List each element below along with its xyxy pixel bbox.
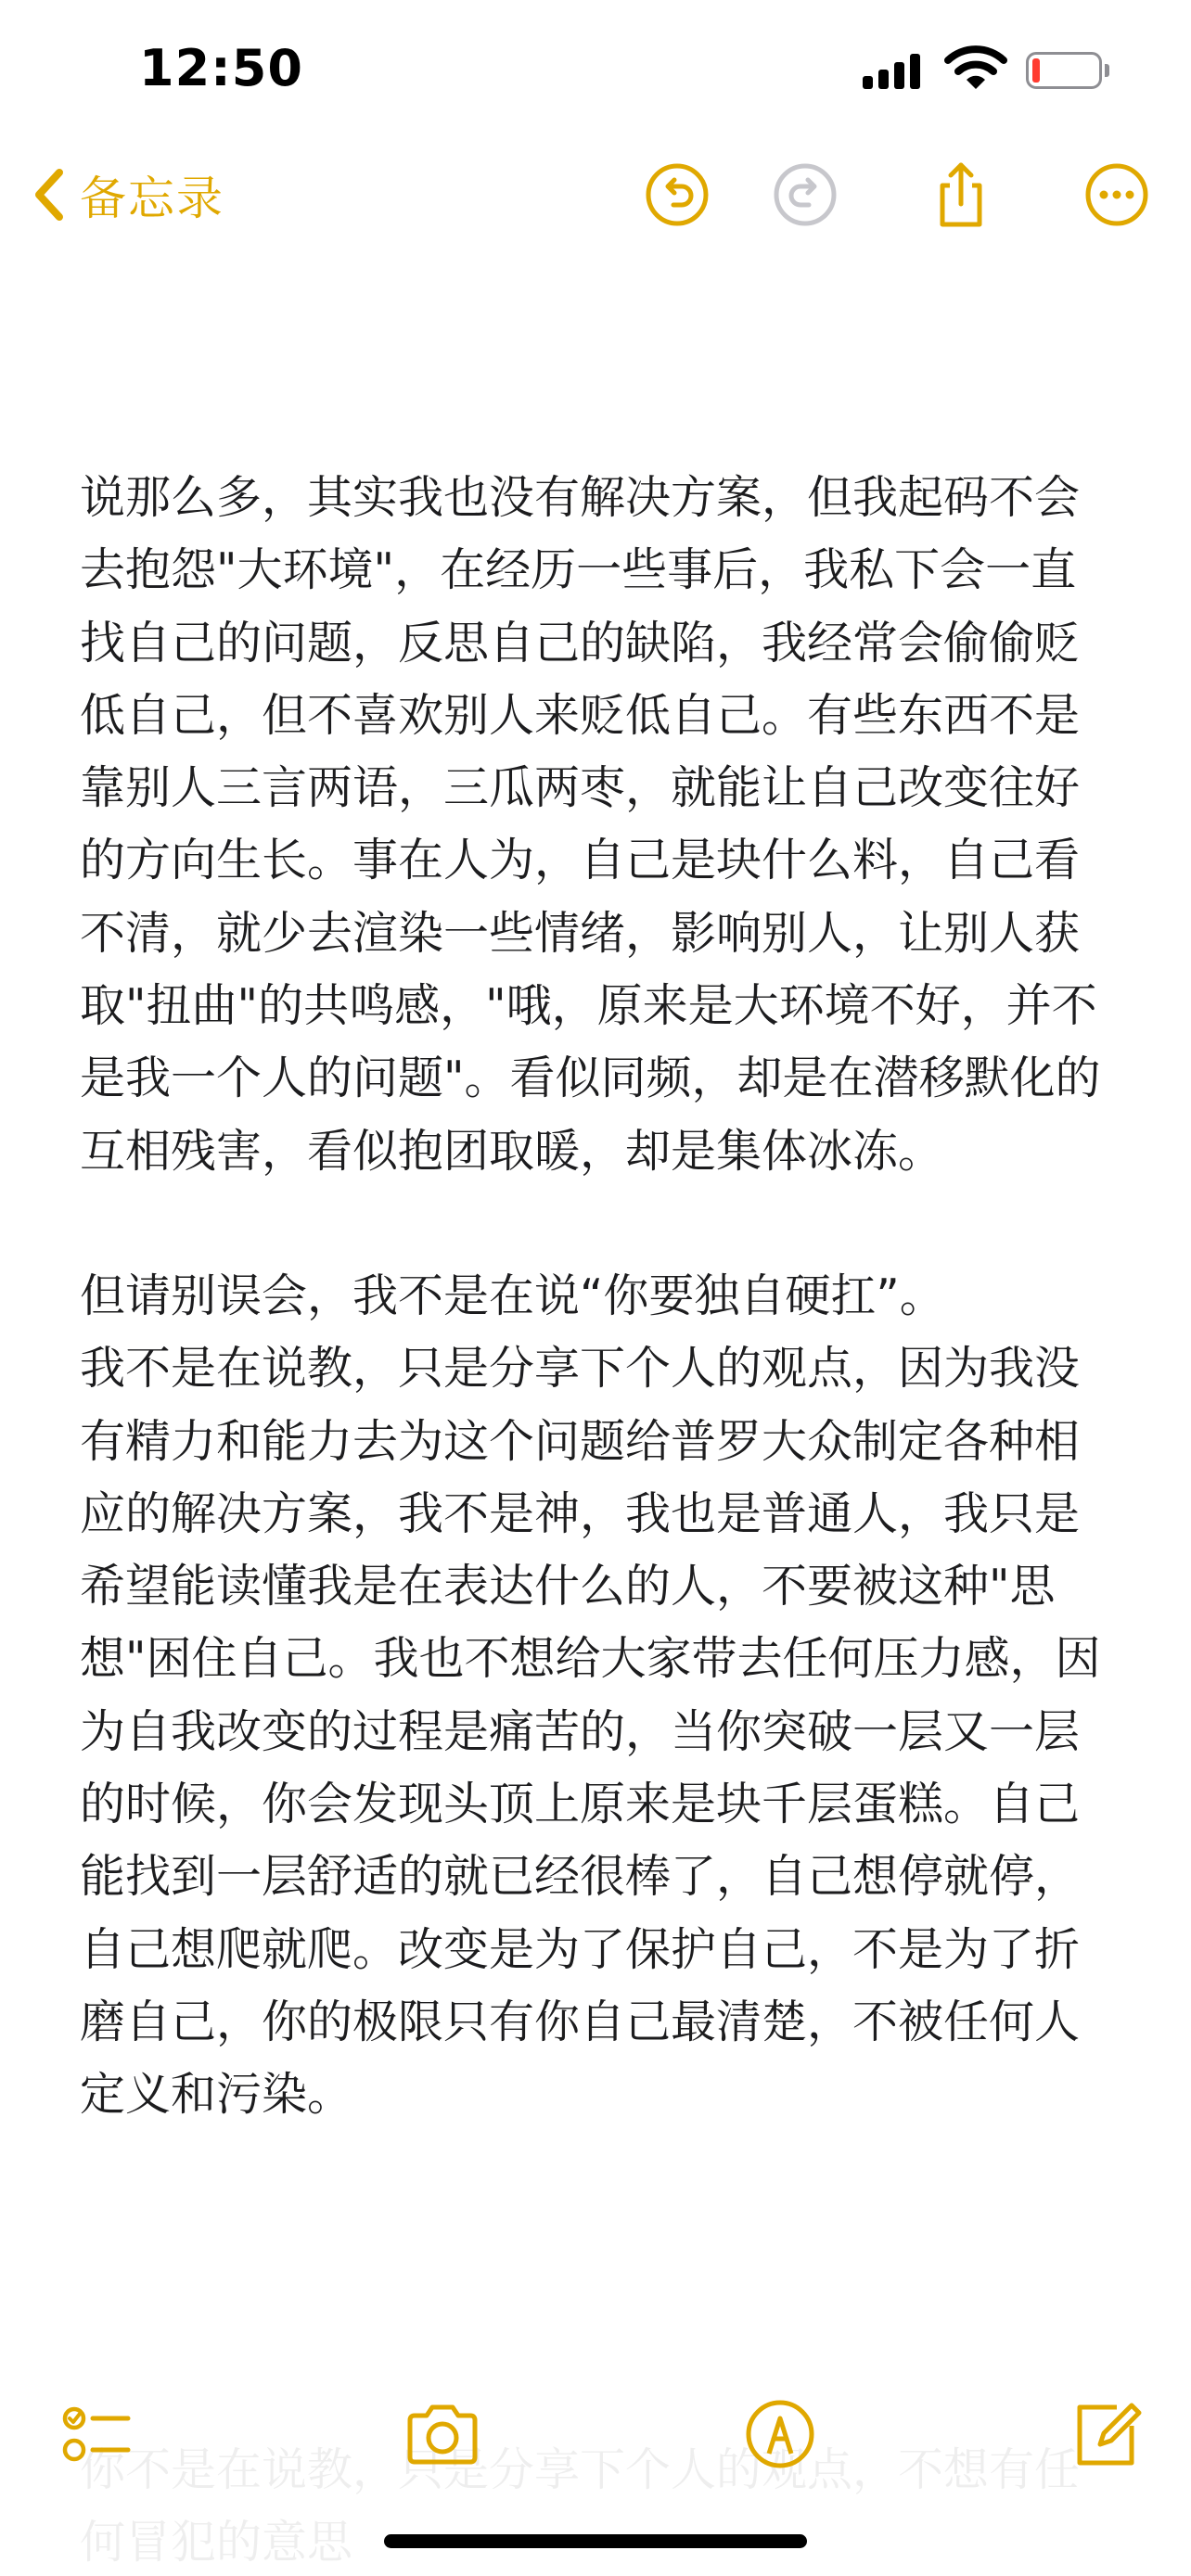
note-paragraph-2: 但请别误会，我不是在说“你要独自硬扛”。 [80,1269,945,1322]
markup-pen-icon [738,2392,822,2476]
faded-note-text: 你不是在说教，只是分享下个人的观点，不想有任何冒犯的意思 [80,2443,1081,2569]
camera-icon [401,2392,484,2476]
back-label: 备忘录 [80,172,224,225]
share-icon [926,159,996,230]
more-button[interactable] [1082,159,1152,230]
note-paragraph-1: 说那么多，其实我也没有解决方案，但我起码不会去抱怨"大环境"，在经历一些事后，我私下会一直找自己的问题，反思自己的缺陷，我经常会偷偷贬低自己，但不喜欢别人来贬低自己。有些东西不是靠别人三言两语，三瓜两枣，就能让自己改变往好的方向生长。事在人为，自己是块什么料，自己看不清，就少去渲染一些情绪，影响别人，让别人获取"扭曲"的共鸣感，"哦，原来是大环境不好，并不是我一个人的问题"。看似同频，却是在潜移默化的互相残害，看似抱团取暖，却是集体冰冻。 [80,471,1101,1178]
back-button[interactable] [28,159,224,230]
bottom-toolbar [0,2383,1191,2485]
markup-button[interactable] [738,2392,822,2476]
nav-bar [0,139,1191,250]
camera-button[interactable] [401,2392,484,2476]
status-bar [0,0,1191,139]
battery-icon [1026,52,1109,89]
undo-button[interactable] [642,159,712,230]
redo-icon [770,159,840,230]
checklist-icon [56,2392,139,2476]
share-button[interactable] [926,159,996,230]
wifi-icon [944,45,1007,91]
home-indicator[interactable] [384,2534,807,2548]
compose-icon [1063,2392,1146,2476]
status-time: 12:50 [139,39,303,97]
redo-button[interactable] [770,159,840,230]
note-body[interactable] [80,462,1119,2132]
cellular-signal-icon [863,52,922,89]
more-icon [1082,159,1152,230]
undo-icon [642,159,712,230]
compose-button[interactable] [1063,2392,1146,2476]
blank-line [80,1188,1119,1260]
note-paragraph-3: 我不是在说教，只是分享下个人的观点，因为我没有精力和能力去为这个问题给普罗大众制定各种相应的解决方案，我不是神，我也是普通人，我只是希望能读懂我是在表达什么的人，不要被这种"思想"困住自己。我也不想给大家带去任何压力感，因为自我改变的过程是痛苦的，当你突破一层又一层的时候，你会发现头顶上原来是块千层蛋糕。自己能找到一层舒适的就已经很棒了，自己想停就停，自己想爬就爬。改变是为了保护自己，不是为了折磨自己，你的极限只有你自己最清楚，不被任何人定义和污染。 [80,1342,1101,2122]
chevron-left-icon [28,163,72,226]
checklist-button[interactable] [56,2392,139,2476]
